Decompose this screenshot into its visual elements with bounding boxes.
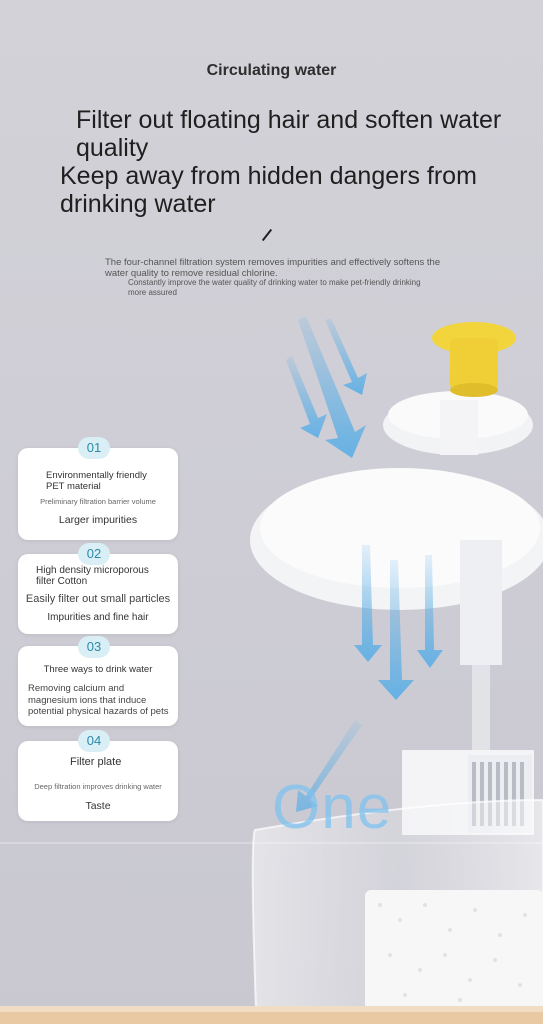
flow-arrows-upper: [286, 316, 367, 458]
description-sub: Constantly improve the water quality of drinking water to make pet-friendly drinking more assured: [128, 278, 421, 297]
feature-card-02: [18, 554, 178, 634]
headline-dangers: Keep away from hidden dangers from drinking water: [60, 162, 477, 218]
badge-02: 02: [78, 543, 110, 565]
card-caption: Impurities and fine hair: [47, 612, 149, 623]
feature-card-03: [18, 646, 178, 726]
card-subtitle: Easily filter out small particles: [25, 593, 171, 605]
pump-stem: [460, 540, 502, 665]
headline-filter: Filter out floating hair and soften water quality: [76, 106, 502, 162]
badge-04: 04: [78, 730, 110, 752]
badge-01: 01: [78, 437, 110, 459]
card-title: Filter plate: [70, 756, 122, 768]
card-subtitle: Preliminary filtration barrier volume: [40, 497, 156, 506]
card-title: Environmentally friendly PET material: [46, 470, 147, 492]
filter-sponge: [365, 890, 543, 1010]
watermark-one: One: [272, 773, 393, 842]
feature-card-01: [18, 448, 178, 540]
description-main: The four-channel filtration system removes impurities and effectively softens the water quality to remove residual chlorine.: [105, 257, 441, 279]
card-subtitle: Deep filtration improves drinking water: [34, 782, 162, 791]
badge-03: 03: [78, 636, 110, 658]
section-title: Circulating water: [206, 62, 337, 79]
card-title: Three ways to drink water: [43, 664, 153, 675]
card-caption: Larger impurities: [58, 514, 138, 526]
feature-card-04: [18, 741, 178, 821]
card-caption: Taste: [85, 800, 111, 812]
card-title: High density microporous filter Cotton: [36, 565, 149, 587]
card-subtitle: Removing calcium and magnesium ions that induce potential physical hazards of pets: [28, 683, 169, 717]
